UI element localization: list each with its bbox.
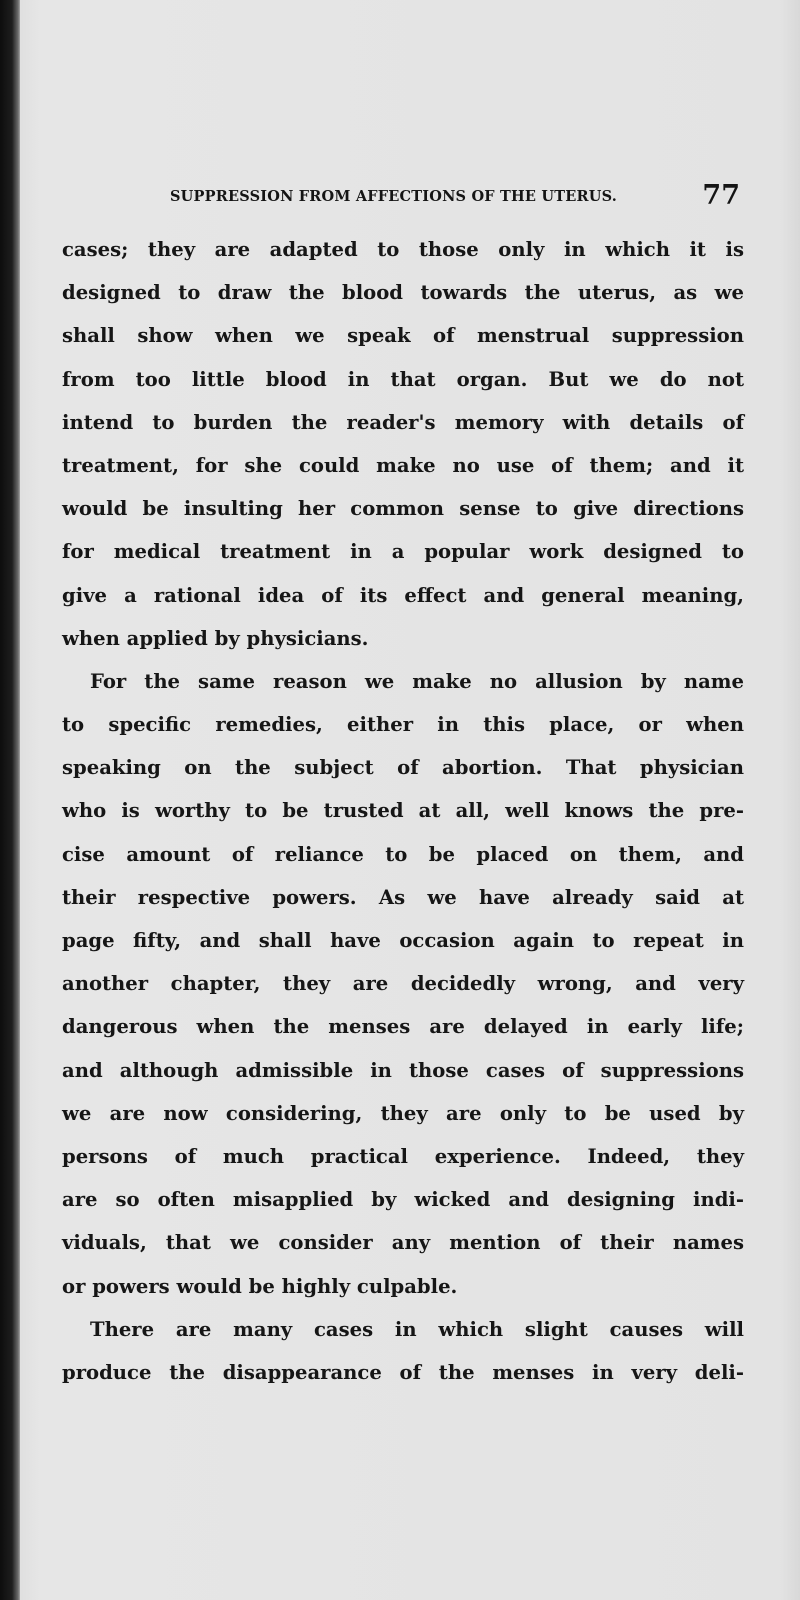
text-line: from too little blood in that organ. But we do not — [62, 367, 744, 391]
text-line: for medical treatment in a popular work designed to — [62, 540, 744, 564]
text-line: shall show when we speak of menstrual suppression — [62, 324, 744, 348]
text-line: designed to draw the blood towards the uterus, as we — [62, 281, 744, 305]
text-line: when applied by physicians. — [62, 626, 369, 650]
page-header — [170, 180, 740, 220]
text-line: we are now considering, they are only to be used by — [62, 1101, 744, 1125]
text-line: speaking on the subject of abortion. That physician — [62, 756, 744, 780]
text-line: another chapter, they are decidedly wrong, and very — [62, 972, 744, 996]
text-line: to specific remedies, either in this place, or when — [62, 713, 744, 737]
text-line: viduals, that we consider any mention of their names — [62, 1231, 744, 1255]
text-line: and although admissible in those cases of suppressions — [62, 1058, 744, 1082]
text-line: dangerous when the menses are delayed in early life; — [62, 1015, 744, 1039]
text-line: would be insulting her common sense to give directions — [62, 497, 744, 521]
page-number: 77 — [702, 180, 740, 211]
body-text — [62, 228, 744, 1394]
text-line: persons of much practical experience. Indeed, they — [62, 1144, 744, 1168]
text-line: or powers would be highly culpable. — [62, 1274, 458, 1298]
text-line: are so often misapplied by wicked and designing indi- — [62, 1188, 744, 1212]
text-line: cise amount of reliance to be placed on them, and — [62, 842, 744, 866]
text-line: intend to burden the reader's memory with details of — [62, 410, 744, 434]
text-line: their respective powers. As we have already said at — [62, 885, 744, 909]
running-head: SUPPRESSION FROM AFFECTIONS OF THE UTERUS. — [170, 188, 617, 205]
text-line: treatment, for she could make no use of them; and it — [62, 453, 744, 477]
text-line: cases; they are adapted to those only in which it is — [62, 238, 744, 261]
text-line: page fifty, and shall have occasion again to repeat in — [62, 929, 744, 952]
text-line: who is worthy to be trusted at all, well knows the pre- — [62, 799, 744, 823]
book-spine-shadow — [0, 0, 20, 1600]
text-line: produce the disappearance of the menses in very deli- — [62, 1360, 744, 1384]
text-line: There are many cases in which slight causes will — [90, 1317, 744, 1341]
text-line: For the same reason we make no allusion by name — [90, 669, 744, 693]
text-line: give a rational idea of its effect and general meaning, — [62, 583, 744, 607]
